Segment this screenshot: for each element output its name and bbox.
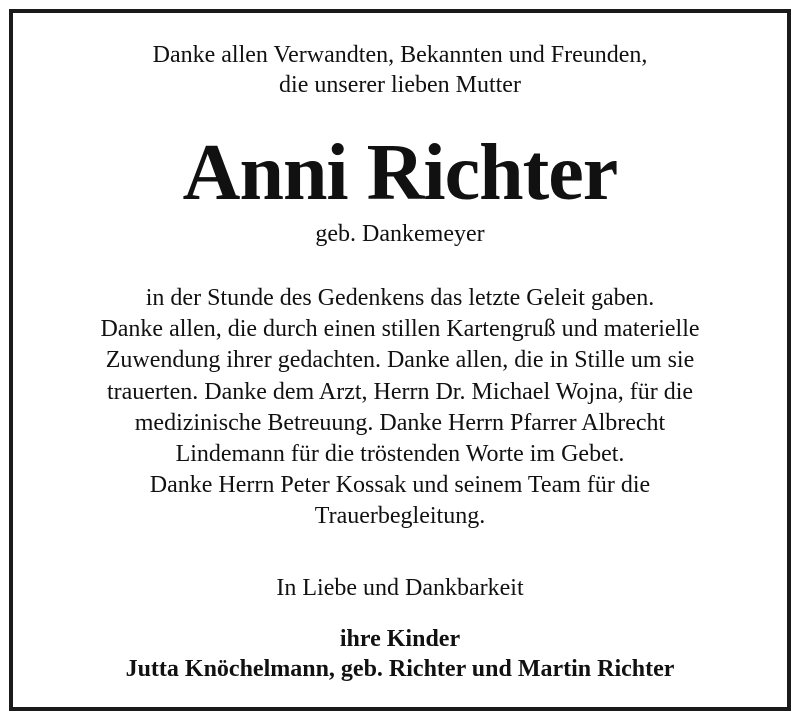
signers xyxy=(0,624,800,684)
intro-line-1: Danke allen Verwandten, Bekannten und Freunden, xyxy=(152,42,648,68)
thanks-line-6: Lindemann für die tröstenden Worte im Gebet. xyxy=(175,441,625,468)
thanks-text xyxy=(0,283,800,533)
thanks-line-4: trauerten. Danke dem Arzt, Herrn Dr. Michael Wojna, für die xyxy=(106,378,694,405)
signers-heading: ihre Kinder xyxy=(339,626,461,652)
thanks-line-3: Zuwendung ihrer gedachten. Danke allen, die in Stille um sie xyxy=(105,347,695,374)
closing-phrase: In Liebe und Dankbarkeit xyxy=(276,575,524,601)
deceased-name: Anni Richter xyxy=(182,129,618,217)
maiden-name: geb. Dankemeyer xyxy=(315,221,485,247)
thanks-line-8: Trauerbegleitung. xyxy=(314,503,486,530)
intro-line-2: die unserer lieben Mutter xyxy=(279,72,521,98)
thanks-line-1: in der Stunde des Gedenkens das letzte Geleit gaben. xyxy=(145,285,655,311)
signers-names: Jutta Knöchelmann, geb. Richter und Martin Richter xyxy=(125,656,675,682)
intro-text xyxy=(0,40,800,100)
thanks-line-5: medizinische Betreuung. Danke Herrn Pfarrer Albrecht xyxy=(134,409,666,436)
thanks-line-7: Danke Herrn Peter Kossak und seinem Team für die xyxy=(149,472,651,499)
thanks-line-2: Danke allen, die durch einen stillen Kartengruß und materielle xyxy=(100,316,700,343)
